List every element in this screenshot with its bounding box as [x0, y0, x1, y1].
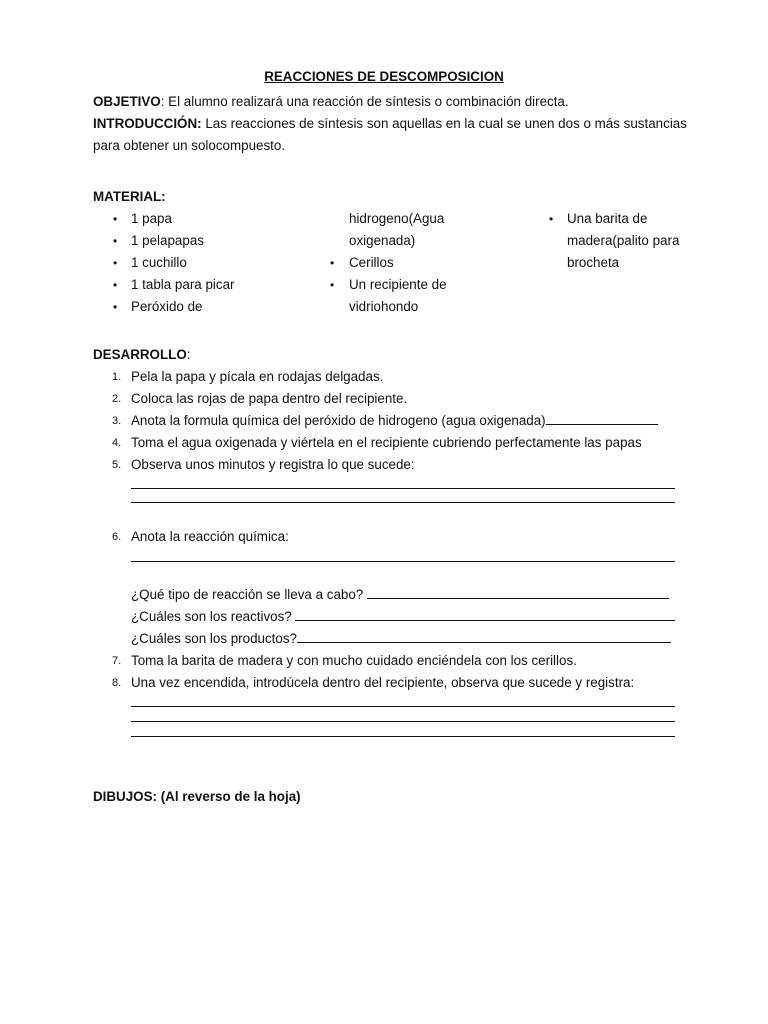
drawings-note: DIBUJOS: (Al reverso de la hoja) [93, 789, 301, 804]
introduction-line-2: para obtener un solocompuesto. [93, 138, 286, 153]
step-text: Observa unos minutos y registra lo que sucede: [131, 457, 415, 472]
question-reactants [131, 606, 675, 628]
answer-line[interactable] [131, 488, 675, 489]
step-number: 3. [112, 415, 122, 427]
question-reaction-type [131, 584, 669, 606]
step-text: Anota la reacción química: [131, 529, 289, 544]
step-number: 2. [112, 393, 122, 405]
development-heading-colon: : [186, 347, 191, 362]
question-text: ¿Qué tipo de reacción se lleva a cabo? [131, 587, 367, 602]
material-item: Cerillos [349, 255, 394, 270]
development-heading-label: DESARROLLO [93, 347, 187, 362]
step-text: Toma el agua oxigenada y viértela en el recipiente cubriendo perfectamente las papas [131, 435, 642, 450]
step-text: Una vez encendida, introdúcela dentro del recipiente, observa que sucede y registra: [131, 675, 635, 690]
development-heading [93, 344, 190, 366]
material-item: 1 pelapapas [131, 233, 204, 248]
step-text: Coloca las rojas de papa dentro del recipiente. [131, 391, 408, 406]
introduction-text-1: Las reacciones de síntesis son aquellas en la cual se unen dos o más sustancias [201, 116, 687, 131]
question-products [131, 628, 671, 650]
step-text: Pela la papa y pícala en rodajas delgadas. [131, 369, 384, 384]
material-item: 1 cuchillo [131, 255, 187, 270]
material-heading: MATERIAL: [93, 189, 166, 204]
step-number: 8. [112, 677, 122, 689]
introduction-label: INTRODUCCIÓN: [93, 116, 202, 131]
objective-line [93, 91, 569, 113]
bullet-icon: • [113, 234, 118, 248]
step-number: 6. [112, 531, 122, 543]
question-text: ¿Cuáles son los productos? [131, 631, 297, 646]
bullet-icon: • [330, 256, 335, 270]
answer-line[interactable] [131, 561, 675, 562]
answer-line[interactable] [131, 706, 675, 707]
step-text: Anota la formula química del peróxido de hidrogeno (agua oxigenada) [131, 413, 546, 428]
objective-label: OBJETIVO [93, 94, 161, 109]
answer-line[interactable] [131, 736, 675, 737]
answer-blank[interactable] [546, 410, 658, 425]
bullet-icon: • [113, 278, 118, 292]
question-text: ¿Cuáles son los reactivos? [131, 609, 296, 624]
bullet-icon: • [113, 300, 118, 314]
introduction-line-1 [93, 113, 687, 135]
step-number: 5. [112, 459, 122, 471]
objective-text: : El alumno realizará una reacción de síntesis o combinación directa. [160, 94, 569, 109]
material-item: Un recipiente de [349, 277, 447, 292]
material-item: Peróxido de [131, 299, 203, 314]
document-title: REACCIONES DE DESCOMPOSICION [264, 69, 504, 84]
bullet-icon: • [113, 256, 118, 270]
material-item: Una barita de [567, 211, 648, 226]
answer-blank[interactable] [367, 584, 669, 599]
answer-blank[interactable] [295, 606, 675, 621]
answer-line[interactable] [131, 721, 675, 722]
step-number: 7. [112, 655, 122, 667]
step-number: 1. [112, 371, 122, 383]
bullet-icon: • [549, 212, 554, 226]
bullet-icon: • [330, 278, 335, 292]
material-item-continued: oxigenada) [349, 233, 416, 248]
bullet-icon: • [113, 212, 118, 226]
answer-blank[interactable] [297, 628, 671, 643]
step-3-line [131, 410, 658, 432]
material-item-continued: hidrogeno(Agua [349, 211, 445, 226]
step-text: Toma la barita de madera y con mucho cuidado enciéndela con los cerillos. [131, 653, 577, 668]
material-item-continued: madera(palito para [567, 233, 680, 248]
material-item-continued: brocheta [567, 255, 620, 270]
material-item-continued: vidriohondo [349, 299, 419, 314]
material-item: 1 tabla para picar [131, 277, 235, 292]
answer-line[interactable] [131, 502, 675, 503]
material-item: 1 papa [131, 211, 172, 226]
step-number: 4. [112, 437, 122, 449]
